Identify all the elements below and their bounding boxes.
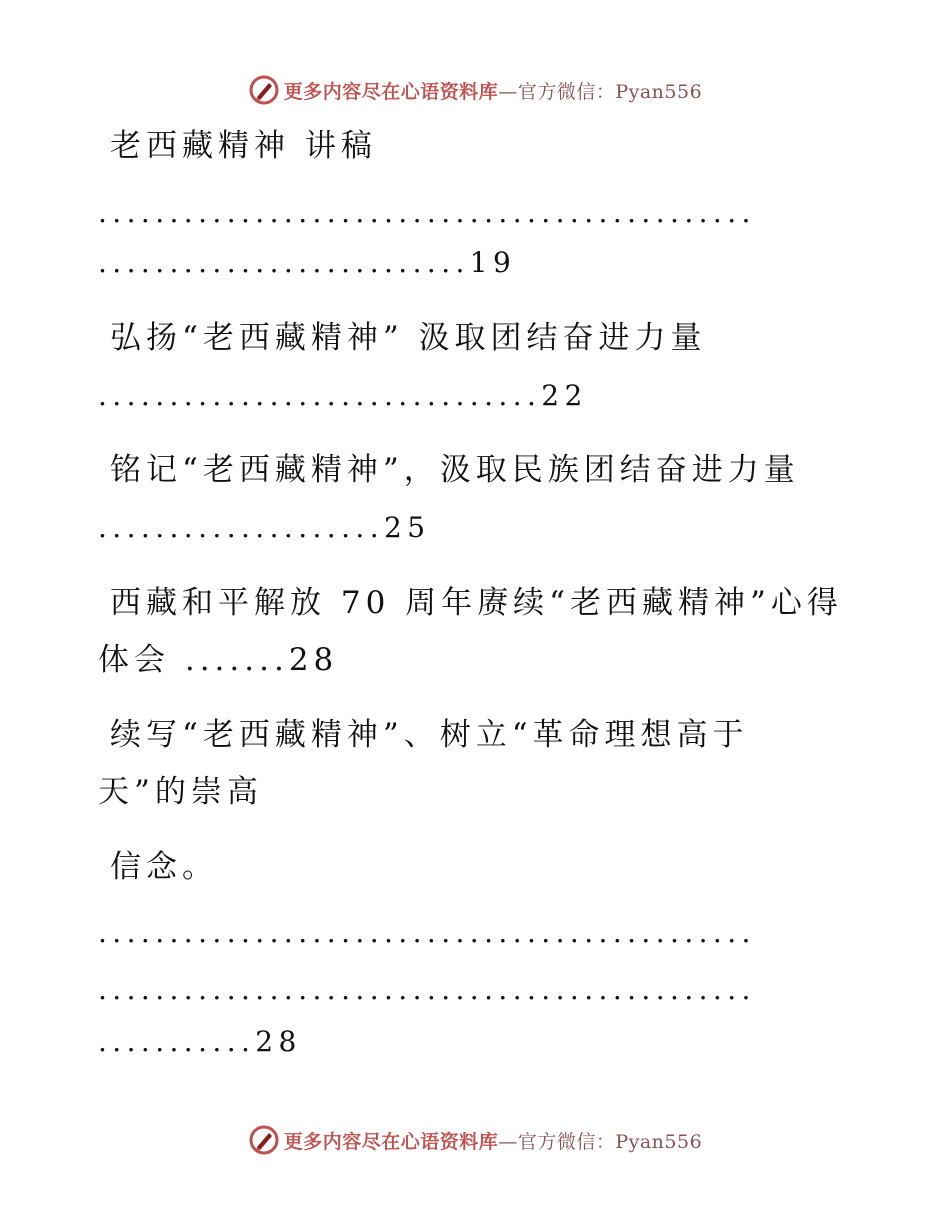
toc-dot-leader: ..............................................	[98, 196, 756, 229]
header-watermark	[0, 70, 950, 110]
toc-dot-leader-page: ..........................19	[98, 246, 517, 279]
toc-entry-title: 弘扬“老西藏精神” 汲取团结奋进力量	[110, 320, 707, 356]
toc-entry-title: 老西藏精神 讲稿	[110, 128, 377, 164]
toc-entry-title-cont: 信念。	[110, 849, 218, 885]
watermark-text: 更多内容尽在心语资料库—官方微信：Pyan556	[283, 80, 703, 103]
toc-entry-title: 西藏和平解放 70 周年赓续“老西藏精神”心得	[110, 585, 843, 621]
toc-entry-title-cont: 体会 .......28	[98, 642, 339, 678]
toc-dot-leader-page: ...............................22	[98, 379, 588, 412]
pen-logo-icon	[248, 74, 280, 106]
toc-dot-leader: ..............................................	[98, 973, 756, 1006]
footer-watermark	[0, 1120, 950, 1160]
toc-entry-title: 续写“老西藏精神”、树立“革命理想高于	[110, 717, 749, 753]
pen-logo-icon	[248, 1124, 280, 1156]
toc-dot-leader-page: ....................25	[98, 511, 431, 544]
watermark-text: 更多内容尽在心语资料库—官方微信：Pyan556	[283, 1130, 703, 1153]
toc-dot-leader: ..............................................	[98, 916, 756, 949]
toc-dot-leader-page: ...........28	[98, 1025, 302, 1058]
toc-entry-title-cont: 天”的崇高	[98, 774, 263, 810]
toc-entry-title: 铭记“老西藏精神”，汲取民族团结奋进力量	[110, 452, 800, 488]
